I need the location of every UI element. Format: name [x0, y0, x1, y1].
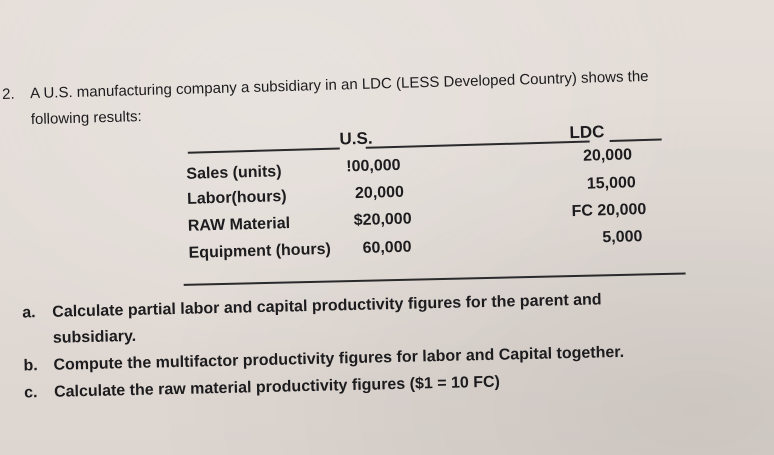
- us-labor-value: 20,000: [354, 183, 405, 203]
- us-raw-material-value: $20,000: [353, 210, 412, 230]
- row-label-labor: Labor(hours): [186, 188, 287, 208]
- task-b-text: Compute the multifactor productivity figures for labor and Capital together.: [53, 343, 625, 374]
- ldc-sales-value: 20,000: [582, 146, 633, 165]
- column-header-ldc: LDC: [569, 122, 605, 143]
- task-c-text: Calculate the raw material productivity figures ($1 = 10 FC): [53, 373, 501, 401]
- task-b-letter: b.: [23, 357, 38, 375]
- ldc-raw-material-value: FC 20,000: [571, 201, 647, 221]
- task-a-text-line-1: Calculate partial labor and capital productivity figures for the parent and: [52, 291, 602, 321]
- table-bottom-rule: [184, 272, 686, 285]
- us-sales-value: !00,000: [346, 156, 401, 176]
- us-equipment-value: 60,000: [362, 238, 412, 257]
- column-header-us: U.S.: [339, 128, 373, 149]
- row-label-sales: Sales (units): [186, 163, 282, 183]
- ldc-equipment-value: 5,000: [602, 228, 643, 247]
- question-text-line-1: A U.S. manufacturing company a subsidiary in an LDC (LESS Developed Country) shows the: [29, 67, 649, 103]
- task-c-letter: c.: [23, 384, 38, 402]
- question-text-line-2: following results:: [30, 108, 142, 129]
- task-a-text-line-2: subsidiary.: [52, 327, 137, 347]
- ldc-labor-value: 15,000: [586, 174, 637, 193]
- question-number: 2.: [1, 85, 15, 103]
- row-label-raw-material: RAW Material: [187, 214, 291, 235]
- row-label-equipment: Equipment (hours): [188, 240, 332, 262]
- task-a-letter: a.: [22, 304, 36, 322]
